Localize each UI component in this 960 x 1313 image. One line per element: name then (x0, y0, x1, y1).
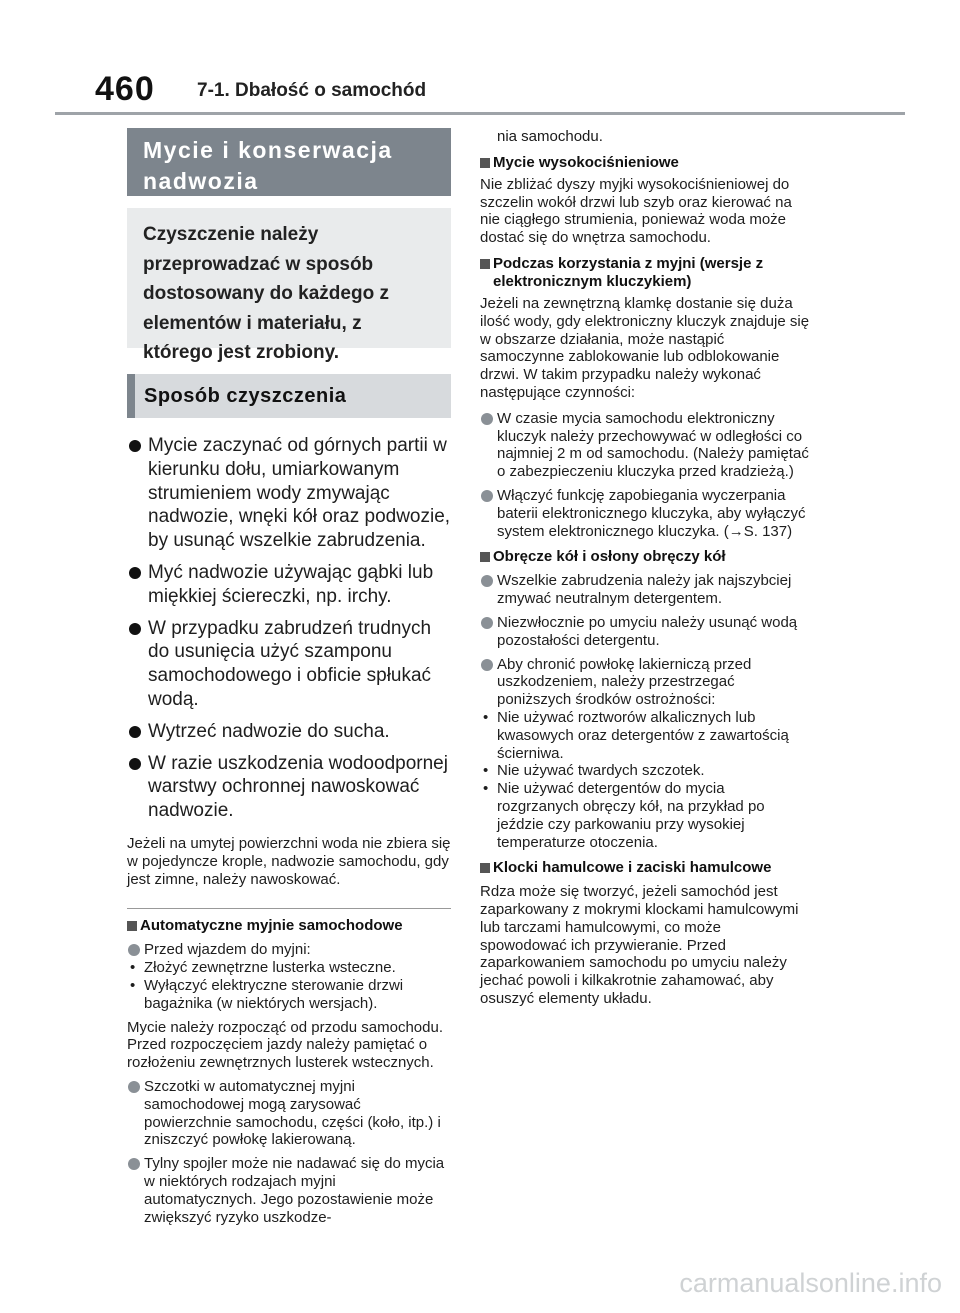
section-title-box: Mycie i konserwacja nadwozia (127, 128, 451, 196)
list-item: W czasie mycia samochodu elektroniczny kluczyk należy przechowywać w odległości co najmniej 2 m od samochodu. (Należy pamiętać o zabezpieczeniu kluczyka przed kradzieżą.) (480, 410, 810, 481)
bullet-dot-icon (129, 440, 141, 452)
circle-bullet-icon (481, 617, 493, 629)
circle-bullet-icon (128, 1081, 140, 1093)
bullet-dot-icon (129, 758, 141, 770)
subsection-title: Sposób czyszczenia (144, 384, 347, 407)
square-bullet-icon (480, 158, 490, 168)
list-item: Mycie zaczynać od górnych partii w kierunku dołu, umiarkowanym strumieniem wody zmywając nadwozie, wnęki kół oraz podwozie, by usunąć wszelkie zabrudzenia. (127, 434, 451, 553)
circle-bullet-icon (128, 944, 140, 956)
watermark: carmanualsonline.info (679, 1268, 942, 1298)
dot-marker-icon: • (483, 780, 489, 798)
list-item: • Nie używać twardych szczotek. (483, 762, 705, 780)
paragraph: Rdza może się tworzyć, jeżeli samochód jest zaparkowany z mokrymi klockami hamulcowymi lub tarczami hamulcowymi, co może spowodować ich przywieranie. Przed zaparkowaniem samochodu po umyciu należy jechać powoli i kilkakrotnie zahamować, aby osuszyć elementy układu. (480, 883, 799, 1008)
list-item: Myć nadwozie używając gąbki lub miękkiej ściereczki, np. irchy. (127, 561, 451, 609)
continuation-text: nia samochodu. (497, 128, 603, 145)
bullet-dot-icon (129, 567, 141, 579)
square-bullet-icon (127, 921, 137, 931)
list-item: • Nie używać roztworów alkalicznych lub kwasowych oraz detergentów z zawartością ściernіwa. (483, 708, 789, 762)
brakes-heading: Klocki hamulcowe i zaciski hamulcowe (480, 859, 810, 877)
paragraph: Mycie należy rozpocząć od przodu samochodu. Przed rozpoczęciem jazdy należy pamiętać o rozłożeniu zewnętrznych lusterek wstecznych. (127, 1018, 443, 1072)
dot-marker-icon: • (483, 762, 489, 780)
list-item: Aby chronić powłokę lakierniczą przed uszkodzeniem, należy przestrzegać poniższych środków ostrożności: (480, 656, 810, 709)
page-number: 460 (95, 70, 155, 108)
list-item: Włączyć funkcję zapobiegania wyczerpania baterii elektronicznego kluczyka, aby wyłączyć system elektronicznego kluczyka. (→S. 137) (480, 487, 810, 540)
circle-bullet-icon (128, 1158, 140, 1170)
page-header (0, 0, 960, 115)
intro-box: Czyszczenie należy przeprowadzać w sposób dostosowany do każdego z elementów i materiału, z którego jest zrobiony. (127, 208, 451, 348)
circle-bullet-icon (481, 413, 493, 425)
subsection-bar (127, 374, 135, 418)
right-column (480, 128, 810, 1008)
list-item: Niezwłocznie po umyciu należy usunąć wodą pozostałości detergentu. (480, 614, 810, 650)
dot-marker-icon: • (130, 959, 136, 977)
bullet-dot-icon (129, 623, 141, 635)
square-bullet-icon (480, 863, 490, 873)
list-item: W razie uszkodzenia wodoodpornej warstwy ochronnej nawoskować nadwozie. (127, 752, 451, 823)
divider (127, 908, 451, 909)
circle-bullet-icon (481, 659, 493, 671)
bullet-dot-icon (129, 726, 141, 738)
circle-bullet-icon (481, 575, 493, 587)
rims-heading: Obręcze kół i osłony obręczy kół (480, 548, 810, 566)
paragraph: Nie zbliżać dyszy myjki wysokociśnieniowej do szczelin wokół drzwi lub szyb oraz kierować na nie ciągłego strumienia, ponieważ woda może dostać się do wnętrza samochodu. (480, 175, 792, 247)
smart-key-heading: Podczas korzystania z myjni (wersje z elektronicznym kluczykiem) (480, 255, 810, 291)
dot-marker-icon: • (130, 976, 136, 994)
list-item: Szczotki w automatycznej myjni samochodowej mogą zarysować powierzchnie samochodu, części (koło, itp.) i zniszczyć powłokę lakierowaną. (127, 1078, 451, 1149)
subsection-header (127, 374, 451, 418)
cleaning-steps-list (127, 434, 451, 823)
list-item: • Nie używać detergentów do mycia rozgrzanych obręczy kół, na przykład po jeździe czy parkowaniu przy wysokiej temperaturze otoczenia. (483, 780, 765, 851)
wax-note: Jeżeli na umytej powierzchni woda nie zbiera się w pojedyncze krople, nadwozie samochodu, gdy jest zimne, należy nawoskować. (127, 834, 451, 888)
circle-bullet-icon (481, 490, 493, 502)
square-bullet-icon (480, 552, 490, 562)
square-bullet-icon (480, 259, 490, 269)
list-item: Wszelkie zabrudzenia należy jak najszybciej zmywać neutralnym detergentem. (480, 572, 810, 608)
header-divider (55, 112, 905, 115)
paragraph: Jeżeli na zewnętrzną klamkę dostanie się duża ilość wody, gdy elektroniczny kluczyk znajduje się w obszarze działania, może nastąpić samoczynne zablokowanie lub odblokowanie drzwi. W takim przypadku należy wykonać następujące czynności: (480, 294, 810, 401)
list-item: • Wyłączyć elektryczne sterowanie drzwi bagażnika (w niektórych wersjach). (130, 976, 404, 1012)
dot-marker-icon: • (483, 708, 489, 726)
list-item: Tylny spojler może nie nadawać się do mycia w niektórych rodzajach myjni automatycznych. Jego pozostawienie może zwiększyć ryzyko uszkodze- (127, 1155, 451, 1226)
list-item: Przed wjazdem do myjni: (127, 941, 451, 959)
high-pressure-heading: Mycie wysokociśnieniowe (480, 154, 810, 172)
list-item: W przypadku zabrudzeń trudnych do usunięcia użyć szamponu samochodowego i obficie spłukać wodą. (127, 617, 451, 712)
list-item: Wytrzeć nadwozie do sucha. (127, 720, 451, 744)
left-column (127, 128, 451, 1226)
list-item: • Złożyć zewnętrzne lusterka wsteczne. (130, 959, 396, 977)
auto-wash-heading: Automatyczne myjnie samochodowe (127, 917, 451, 935)
chapter-title: 7-1. Dbałość o samochód (197, 80, 427, 101)
